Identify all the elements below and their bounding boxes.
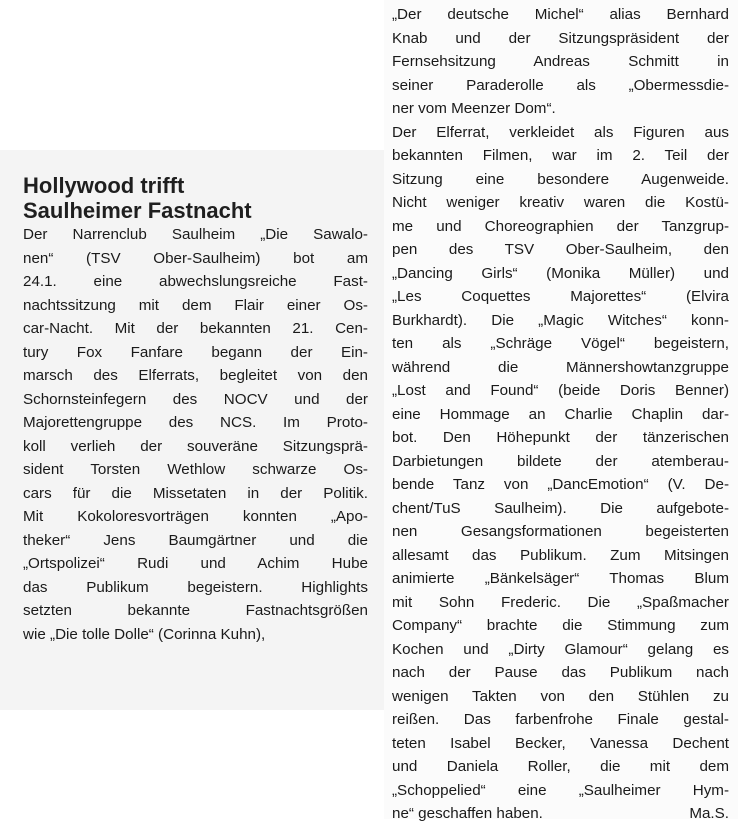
text-line: Darbietungen bildete der atemberau-	[392, 452, 729, 470]
text-line: cars für die Missetaten in der Politik.	[23, 484, 368, 502]
text-line: seiner Paraderolle als „Obermessdie-	[392, 76, 729, 94]
article-left-column	[23, 173, 368, 646]
text-line: mit Sohn Frederic. Die „Spaßmacher	[392, 593, 729, 611]
text-line: sident Torsten Wethlow schwarze Os-	[23, 461, 368, 478]
headline-line-2: Saulheimer Fastnacht	[23, 198, 252, 223]
text-line: car-Nacht. Mit der bekannten 21. Cen-	[23, 320, 368, 337]
text-line: koll verlieh der souveräne Sitzungsprä-	[23, 437, 368, 455]
text-line: und Daniela Roller, die mit dem	[392, 758, 729, 775]
text-line: Mit Kokoloresvorträgen konnten „Apo-	[23, 508, 368, 525]
text-line: Sitzung eine besondere Augenweide.	[392, 170, 729, 188]
article-headline	[23, 173, 368, 223]
author-signature: Ma.S.	[689, 805, 729, 822]
text-line: nach der Pause das Publikum nach	[392, 664, 729, 681]
text-line: wenigen Takten von den Stühlen zu	[392, 687, 729, 705]
headline-line-1: Hollywood trifft	[23, 173, 185, 198]
text-line: Der Elferrat, verkleidet als Figuren aus	[392, 123, 729, 141]
text-line: bekannten Filmen, war im 2. Teil der	[392, 147, 729, 164]
text-line: Kochen und „Dirty Glamour“ gelang es	[392, 640, 729, 658]
text-line: nen“ (TSV Ober-Saulheim) bot am	[23, 249, 368, 267]
text-line: theker“ Jens Baumgärtner und die	[23, 531, 368, 549]
text-line: setzten bekannte Fastnachtsgrößen	[23, 602, 368, 619]
text-line: ner vom Meenzer Dom“.	[392, 100, 556, 117]
text-line: Knab und der Sitzungspräsident der	[392, 29, 729, 47]
article-body-right	[392, 3, 729, 802]
text-line: marsch des Elferrats, begleitet von den	[23, 367, 368, 384]
text-line: Nicht weniger kreativ waren die Kostü-	[392, 194, 729, 211]
text-line: Burkhardt). Die „Magic Witches“ konn-	[392, 311, 729, 329]
text-line: das Publikum begeistern. Highlights	[23, 578, 368, 596]
text-line: me und Choreographien der Tanzgrup-	[392, 217, 729, 235]
text-line: pen des TSV Ober-Saulheim, den	[392, 241, 729, 258]
text-line: allesamt das Publikum. Zum Mitsingen	[392, 546, 729, 564]
text-line: Schornsteinfegern des NOCV und der	[23, 390, 368, 408]
text-line: Company“ brachte die Stimmung zum	[392, 617, 729, 634]
text-line: „Ortspolizei“ Rudi und Achim Hube	[23, 555, 368, 572]
text-line: „Lost and Found“ (beide Doris Benner)	[392, 382, 729, 399]
text-line: ten als „Schräge Vögel“ begeistern,	[392, 335, 729, 352]
text-line: Fernsehsitzung Andreas Schmitt in	[392, 53, 729, 70]
text-line: teten Isabel Becker, Vanessa Dechent	[392, 734, 729, 752]
text-line: „Dancing Girls“ (Monika Müller) und	[392, 264, 729, 282]
closing-text-line: ne“ geschaffen haben.	[392, 805, 543, 822]
article-closing	[392, 802, 729, 826]
text-line: eine Hommage an Charlie Chaplin dar-	[392, 405, 729, 423]
text-line: während die Männershowtanzgruppe	[392, 358, 729, 376]
article-right-column	[392, 3, 729, 826]
text-line: animierte „Bänkelsäger“ Thomas Blum	[392, 570, 729, 587]
text-line: „Schoppelied“ eine „Saulheimer Hym-	[392, 781, 729, 799]
text-line: Majorettengruppe des NCS. Im Proto-	[23, 414, 368, 431]
text-line: 24.1. eine abwechslungsreiche Fast-	[23, 273, 368, 290]
text-line: nachtssitzung mit dem Flair einer Os-	[23, 296, 368, 314]
article-body-left	[23, 223, 368, 646]
text-line: bot. Den Höhepunkt der tänzerischen	[392, 429, 729, 446]
text-line: nen Gesangsformationen begeisterten	[392, 523, 729, 540]
text-line: „Der deutsche Michel“ alias Bernhard	[392, 6, 729, 23]
text-line: chent/TuS Saulheim). Die aufgebote-	[392, 499, 729, 517]
text-line: reißen. Das farbenfrohe Finale gestal-	[392, 711, 729, 728]
text-line: „Les Coquettes Majorettes“ (Elvira	[392, 288, 729, 305]
text-line: tury Fox Fanfare begann der Ein-	[23, 343, 368, 361]
text-line: wie „Die tolle Dolle“ (Corinna Kuhn),	[23, 625, 266, 643]
text-line: Der Narrenclub Saulheim „Die Sawalo-	[23, 226, 368, 243]
text-line: bende Tanz von „DancEmotion“ (V. De-	[392, 476, 729, 493]
